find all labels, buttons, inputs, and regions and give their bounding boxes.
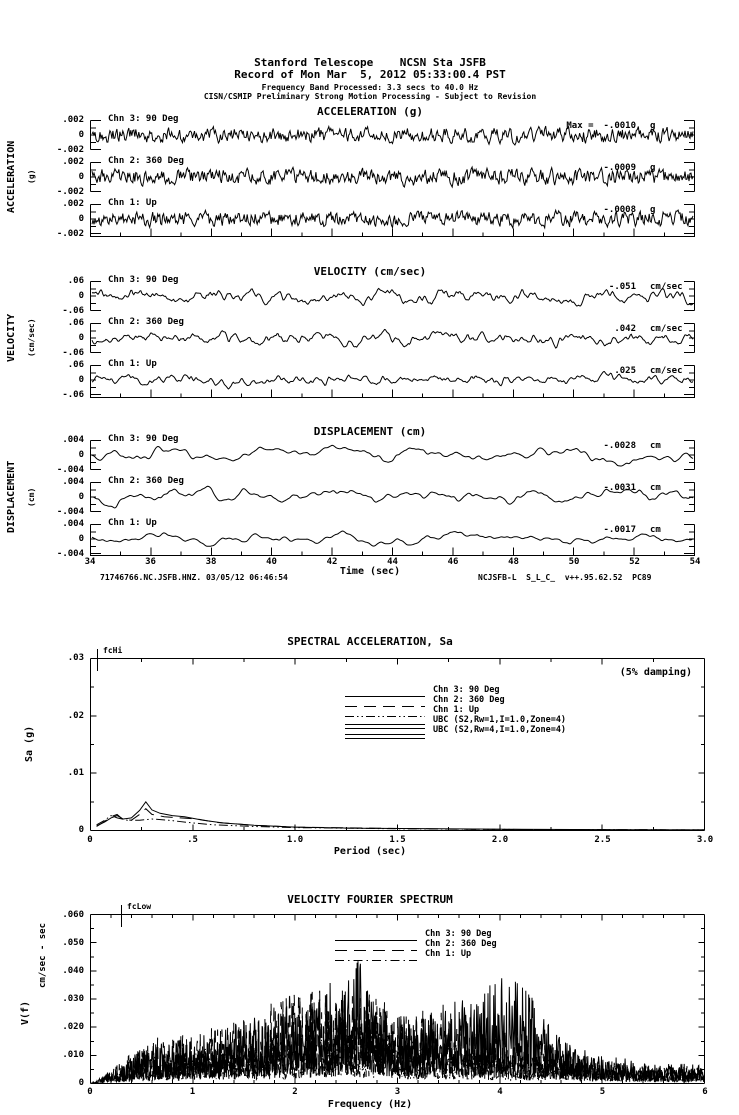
- freq-tick: 6: [702, 1087, 708, 1097]
- period-tick: .5: [187, 835, 198, 845]
- period-tick: 1.0: [286, 835, 304, 845]
- ytick-label: 0: [78, 825, 84, 835]
- damping-note: (5% damping): [619, 667, 692, 678]
- legend-label: Chn 2: 360 Deg: [425, 939, 497, 949]
- peak-annotation: [430, 163, 694, 173]
- displacement-time-axis: [90, 547, 695, 556]
- freq-tick: 0: [87, 1087, 93, 1097]
- peak-unit: g: [650, 121, 656, 131]
- footer-record-id: 71746766.NC.JSFB.HNZ. 03/05/12 06:46:54: [100, 573, 288, 582]
- channel-label: Chn 1: Up: [108, 198, 157, 208]
- header-band-line: Frequency Band Processed: 3.3 secs to 40.0 Hz: [261, 83, 479, 92]
- ytick-label: .03: [67, 653, 84, 663]
- legend-label: Chn 3: 90 Deg: [433, 685, 500, 695]
- legend-label: Chn 2: 360 Deg: [433, 695, 505, 705]
- legend-label: UBC (S2,Rw=1,I=1.0,Zone=4): [433, 715, 567, 725]
- axis-label-velocity: VELOCITY: [6, 313, 17, 363]
- freq-tick: 1: [189, 1087, 196, 1097]
- period-tick: 2.0: [491, 835, 509, 845]
- acceleration-time-axis: [90, 228, 695, 237]
- legend-label: Chn 3: 90 Deg: [425, 929, 492, 939]
- time-tick: 44: [387, 557, 398, 567]
- header-station-line: Stanford Telescope NCSN Sta JSFB: [254, 56, 486, 69]
- ytick-label: -.002: [56, 229, 84, 239]
- fourier-ylabel: V(f): [20, 1000, 31, 1026]
- panel-title-displacement: DISPLACEMENT (cm): [313, 425, 427, 438]
- freq-tick: 5: [599, 1087, 606, 1097]
- sa-chart-title: SPECTRAL ACCELERATION, Sa: [287, 635, 453, 648]
- ytick-label: .004: [62, 477, 84, 487]
- peak-value: -.0008: [603, 205, 636, 215]
- velocity-time-axis: [90, 389, 695, 398]
- peak-unit: g: [650, 205, 656, 215]
- peak-unit: g: [650, 163, 656, 173]
- ytick-label: 0: [78, 214, 84, 224]
- panel-title-velocity: VELOCITY (cm/sec): [313, 265, 427, 278]
- legend-line-double: [345, 727, 425, 745]
- period-tick: 3.0: [696, 835, 714, 845]
- ytick-label: .020: [62, 1022, 84, 1032]
- freq-tick: 3: [394, 1087, 401, 1097]
- ytick-label: .004: [62, 519, 84, 529]
- fclow-label: fcLow: [127, 902, 152, 911]
- axis-label-acceleration: ACCELERATION: [6, 140, 17, 214]
- ytick-label: .040: [62, 966, 84, 976]
- ytick-label: -.004: [56, 507, 84, 517]
- ytick-label: 0: [78, 1078, 84, 1088]
- ytick-label: -.002: [56, 145, 84, 155]
- peak-annotation: [430, 205, 694, 215]
- ytick-label: .02: [67, 711, 84, 721]
- time-tick: 42: [326, 557, 338, 567]
- peak-value: -.0017: [603, 525, 636, 535]
- axis-unit-acceleration: (g): [27, 169, 36, 185]
- panel-title-acceleration: ACCELERATION (g): [317, 105, 423, 118]
- peak-unit: cm: [650, 441, 661, 451]
- ytick-label: .004: [62, 435, 84, 445]
- ytick-label: 0: [78, 333, 84, 343]
- axis-unit-displacement: (cm): [27, 487, 36, 507]
- peak-value: -.051: [608, 282, 636, 292]
- channel-label: Chn 2: 360 Deg: [108, 476, 184, 486]
- time-axis-label: Time (sec): [339, 566, 401, 577]
- ytick-label: -.004: [56, 549, 84, 559]
- time-tick: 50: [568, 557, 580, 567]
- axis-label-displacement: DISPLACEMENT: [6, 460, 17, 534]
- peak-annotation: [430, 483, 694, 493]
- channel-label: Chn 2: 360 Deg: [108, 156, 184, 166]
- ytick-label: 0: [78, 450, 84, 460]
- peak-annotation: [430, 121, 694, 131]
- peak-value: -.0028: [603, 441, 636, 451]
- ytick-label: .06: [67, 318, 84, 328]
- peak-unit: cm/sec: [650, 324, 683, 334]
- ytick-label: 0: [78, 375, 84, 385]
- freq-tick: 4: [497, 1087, 503, 1097]
- time-tick: 38: [205, 557, 217, 567]
- ytick-label: .002: [62, 157, 84, 167]
- period-tick: 2.5: [594, 835, 611, 845]
- ytick-label: -.06: [62, 348, 84, 358]
- peak-annotation: [430, 525, 694, 535]
- channel-label: Chn 3: 90 Deg: [108, 275, 179, 285]
- sa-xlabel: Period (sec): [333, 846, 407, 857]
- ytick-label: .050: [62, 938, 84, 948]
- ytick-label: -.004: [56, 465, 84, 475]
- time-tick: 52: [629, 557, 640, 567]
- sa-ylabel: Sa (g): [24, 725, 35, 763]
- ytick-label: -.002: [56, 187, 84, 197]
- time-tick: 48: [508, 557, 519, 567]
- ytick-label: .06: [67, 360, 84, 370]
- channel-label: Chn 1: Up: [108, 518, 157, 528]
- peak-prefix: Max =: [566, 121, 594, 131]
- peak-annotation: [430, 441, 694, 451]
- peak-unit: cm: [650, 525, 661, 535]
- peak-value: -.0009: [603, 163, 636, 173]
- ytick-label: -.06: [62, 390, 84, 400]
- ytick-label: 0: [78, 534, 84, 544]
- freq-tick: 2: [292, 1087, 298, 1097]
- ytick-label: .030: [62, 994, 84, 1004]
- period-tick: 0: [87, 835, 93, 845]
- channel-label: Chn 2: 360 Deg: [108, 317, 184, 327]
- fchi-label: fcHi: [103, 646, 123, 655]
- channel-label: Chn 3: 90 Deg: [108, 114, 179, 124]
- ytick-label: 0: [78, 492, 84, 502]
- time-tick: 46: [447, 557, 459, 567]
- peak-annotation: [430, 324, 694, 334]
- ytick-label: -.06: [62, 306, 84, 316]
- time-tick: 34: [84, 557, 96, 567]
- fourier-chart-title: VELOCITY FOURIER SPECTRUM: [287, 893, 453, 906]
- peak-unit: cm/sec: [650, 366, 683, 376]
- legend-line-dashdot: [335, 951, 417, 969]
- time-tick: 36: [145, 557, 156, 567]
- axis-unit-velocity: (cm/sec): [27, 318, 36, 358]
- ytick-label: .06: [67, 276, 84, 286]
- ytick-label: .01: [67, 768, 84, 778]
- ytick-label: .060: [62, 910, 84, 920]
- peak-value: .025: [614, 366, 636, 376]
- peak-unit: cm: [650, 483, 661, 493]
- fourier-ylabel-unit: cm/sec - sec: [38, 922, 48, 988]
- peak-unit: cm/sec: [650, 282, 683, 292]
- channel-label: Chn 1: Up: [108, 359, 157, 369]
- legend-label: Chn 1: Up: [433, 705, 480, 715]
- ytick-label: 0: [78, 130, 84, 140]
- peak-value: -.0010: [603, 121, 636, 131]
- header-record-line: Record of Mon Mar 5, 2012 05:33:00.4 PST: [234, 68, 506, 81]
- ytick-label: .002: [62, 115, 84, 125]
- ytick-label: 0: [78, 172, 84, 182]
- peak-annotation: [430, 366, 694, 376]
- period-tick: 1.5: [389, 835, 406, 845]
- footer-processing-id: NCJSFB-L S_L_C_ v++.95.62.52 PC89: [478, 573, 652, 582]
- fourier-xlabel: Frequency (Hz): [327, 1099, 413, 1110]
- legend-label: UBC (S2,Rw=4,I=1.0,Zone=4): [433, 725, 567, 735]
- time-tick: 40: [266, 557, 277, 567]
- peak-value: -.0031: [603, 483, 636, 493]
- legend-label: Chn 1: Up: [425, 949, 472, 959]
- ytick-label: .010: [62, 1050, 84, 1060]
- header-disclaimer-line: CISN/CSMIP Preliminary Strong Motion Processing - Subject to Revision: [203, 92, 537, 101]
- peak-annotation: [430, 282, 694, 292]
- ytick-label: 0: [78, 291, 84, 301]
- channel-label: Chn 3: 90 Deg: [108, 434, 179, 444]
- ytick-label: .002: [62, 199, 84, 209]
- peak-value: .042: [614, 324, 636, 334]
- time-tick: 54: [689, 557, 701, 567]
